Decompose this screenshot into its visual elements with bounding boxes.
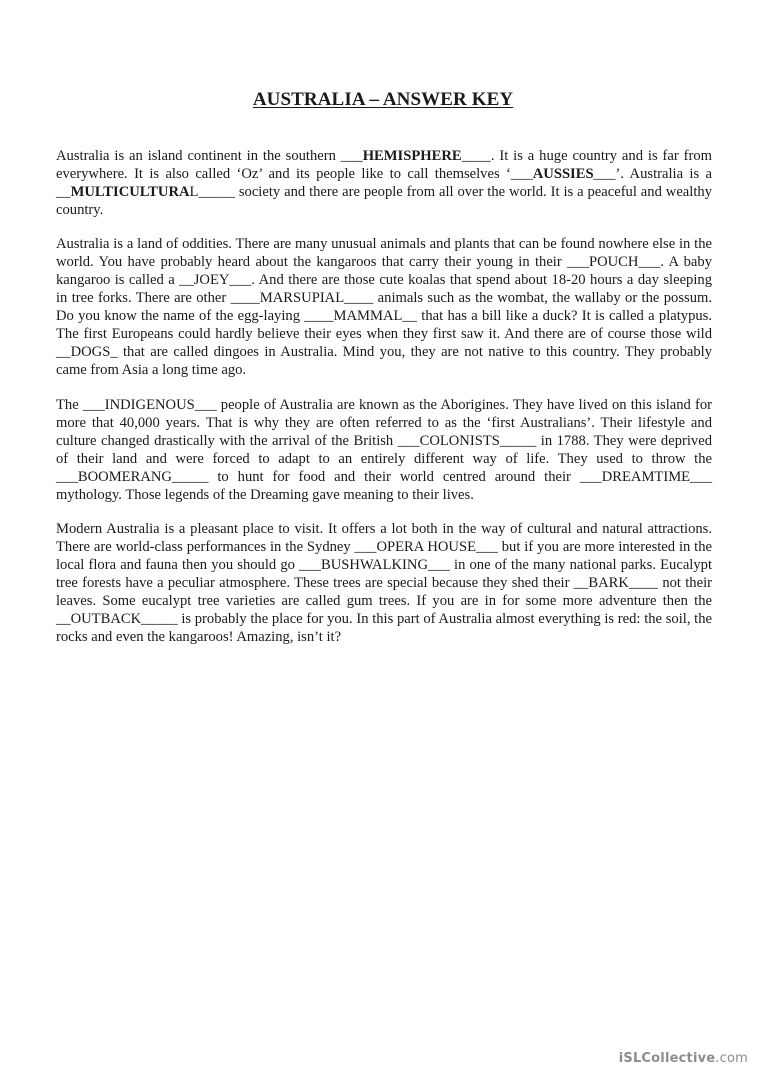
- watermark-brand: iSLCollective: [618, 1051, 716, 1066]
- answer-multicultural: MULTICULTURA: [70, 184, 190, 200]
- watermark: [619, 1051, 748, 1066]
- text-segment: Modern Australia is a pleasant place to visit. It offers a lot both in the way of cultural and natural attractions. There are world-class performances in the Sydney ___OPERA HOUSE___ but if you are more interested in the local flora and fauna then you should go ___BUSHWALKING___ in one of the many national parks. Eucalypt tree forests have a peculiar atmosphere. These trees are special because they shed their __BARK____ not their leaves. Some eucalypt tree varieties are called gum trees. If you are in for some more adventure then the __OUTBACK_____ is probably the place for you. In this part of Australia almost everything is red: the soil, the rocks and even the kangaroos! Amazing, isn’t it?: [56, 521, 712, 645]
- answer-aussies: AUSSIES: [532, 166, 594, 182]
- watermark-suffix: .com: [715, 1051, 748, 1066]
- paragraph-modern: [56, 520, 712, 646]
- text-segment: ____. It is a huge country and is far from everywhere. It is also called ‘Oz’ and its people like to call themselves ‘___: [56, 148, 712, 182]
- text-segment: ___’. Australia is a __: [56, 166, 712, 200]
- paragraph-intro: [56, 147, 712, 219]
- paragraph-animals: [56, 235, 712, 379]
- text-segment: Australia is an island continent in the southern ___: [56, 148, 363, 164]
- answer-hemisphere: HEMISPHERE: [362, 148, 462, 164]
- text-segment: Australia is a land of oddities. There are many unusual animals and plants that can be found nowhere else in the world. You have probably heard about the kangaroos that carry their young in their ___POUCH___. A baby kangaroo is called a __JOEY___. And there are those cute koalas that spend about 18-20 hours a day sleeping in tree forks. There are other ____MARSUPIAL____ animals such as the wombat, the wallaby or the possum. Do you know the name of the egg-laying ____MAMMAL__ that has a bill like a duck? It is called a platypus. The first Europeans could hardly believe their eyes when they first saw it. And there are of course those wild __DOGS_ that are called dingoes in Australia. Mind you, they are not native to this country. They probably came from Asia a long time ago.: [56, 236, 712, 378]
- text-segment: L_____ society and there are people from all over the world. It is a peaceful and wealthy country.: [56, 184, 712, 218]
- page-title: AUSTRALIA – ANSWER KEY: [252, 89, 514, 110]
- text-segment: The ___INDIGENOUS___ people of Australia are known as the Aborigines. They have lived on this island for more that 40,000 years. That is why they are often referred to as the ‘first Australians’. Their lifestyle and culture changed drastically with the arrival of the British ___COLONISTS_____ in 1788. They were deprived of their land and were forced to adapt to an entirely different way of life. They used to throw the ___BOOMERANG_____ to hunt for food and their world centred around their ___DREAMTIME___ mythology. Those legends of the Dreaming gave meaning to their lives.: [56, 397, 712, 503]
- paragraph-indigenous: [56, 396, 712, 504]
